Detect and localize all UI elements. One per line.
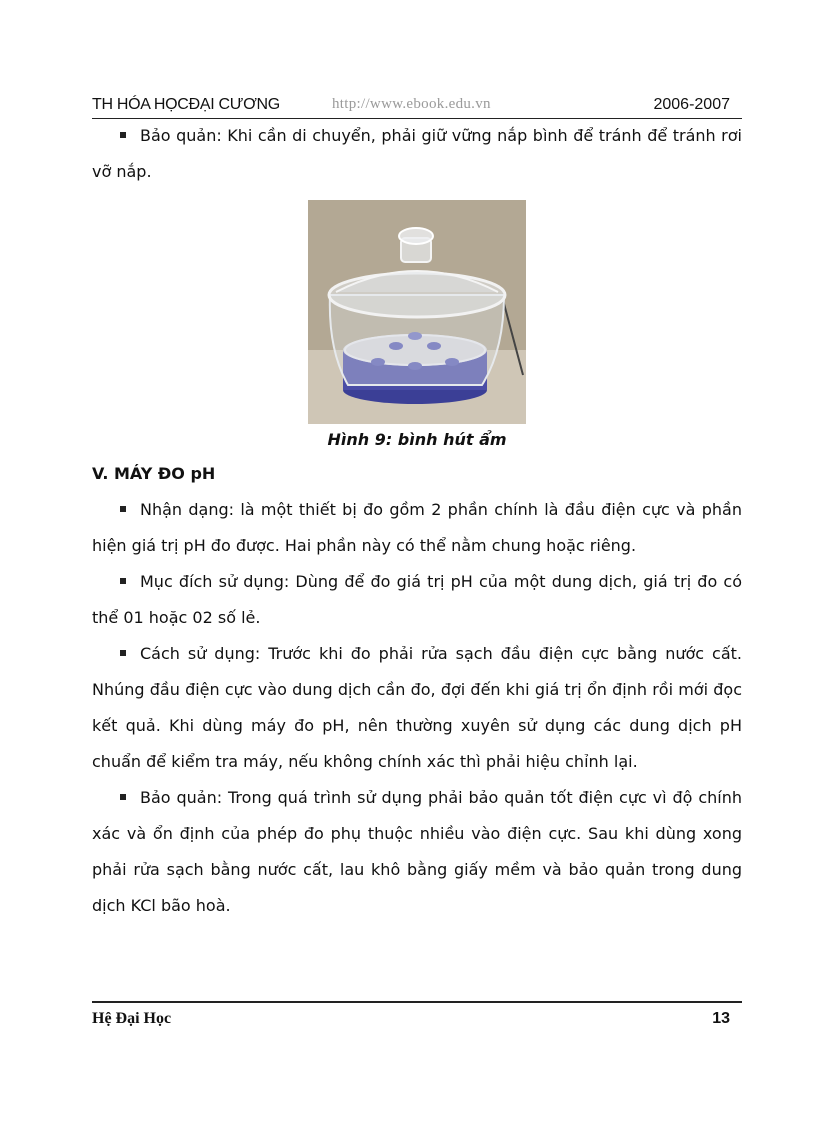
figure-caption: Hình 9: bình hút ẩm xyxy=(327,430,507,449)
usage-paragraph xyxy=(92,636,742,780)
storage-paragraph xyxy=(92,118,742,190)
page-header xyxy=(92,96,742,118)
page-number: 13 xyxy=(712,1010,730,1027)
bullet-icon xyxy=(120,794,126,800)
purpose-text: Mục đích sử dụng: Dùng để đo giá trị pH của một dung dịch, giá trị đo có thể 01 hoặc 02 số lẻ. xyxy=(92,572,742,627)
purpose-paragraph xyxy=(92,564,742,636)
maintenance-paragraph xyxy=(92,780,742,924)
header-watermark-url: http://www.ebook.edu.vn xyxy=(332,96,491,112)
maintenance-text: Bảo quản: Trong quá trình sử dụng phải bảo quản tốt điện cực vì độ chính xác và ổn định của phép đo phụ thuộc nhiều vào điện cực. Sau khi dùng xong phải rửa sạch bằng nước cất, lau khô bằng giấy mềm và bảo quản trong dung dịch KCl bão hoà. xyxy=(92,788,742,915)
storage-text: Bảo quản: Khi cần di chuyển, phải giữ vững nắp bình để tránh để tránh rơi vỡ nắp. xyxy=(92,126,742,181)
page-footer xyxy=(92,1010,742,1032)
bullet-icon xyxy=(120,132,126,138)
bullet-icon xyxy=(120,506,126,512)
header-year: 2006-2007 xyxy=(653,96,730,113)
identification-paragraph xyxy=(92,492,742,564)
usage-text: Cách sử dụng: Trước khi đo phải rửa sạch đầu điện cực bằng nước cất. Nhúng đầu điện cực vào dung dịch cần đo, đợi đến khi giá trị ổn định rồi mới đọc kết quả. Khi dùng máy đo pH, nên thường xuyên sử dụng các dung dịch pH chuẩn để kiểm tra máy, nếu không chính xác thì phải hiệu chỉnh lại. xyxy=(92,644,742,771)
footer-program: Hệ Đại Học xyxy=(92,1010,172,1027)
page-body xyxy=(92,118,742,924)
identification-text: Nhận dạng: là một thiết bị đo gồm 2 phần chính là đầu điện cực và phần hiện giá trị pH đo được. Hai phần này có thể nằm chung hoặc riêng. xyxy=(92,500,742,555)
desiccator-illustration xyxy=(308,200,526,424)
footer-rule xyxy=(92,1001,742,1003)
header-course-title: TH HÓA HỌCĐẠI CƯƠNG xyxy=(92,96,280,113)
section-heading: V. MÁY ĐO pH xyxy=(92,464,216,483)
desiccator-photo xyxy=(308,200,526,424)
bullet-icon xyxy=(120,578,126,584)
bullet-icon xyxy=(120,650,126,656)
